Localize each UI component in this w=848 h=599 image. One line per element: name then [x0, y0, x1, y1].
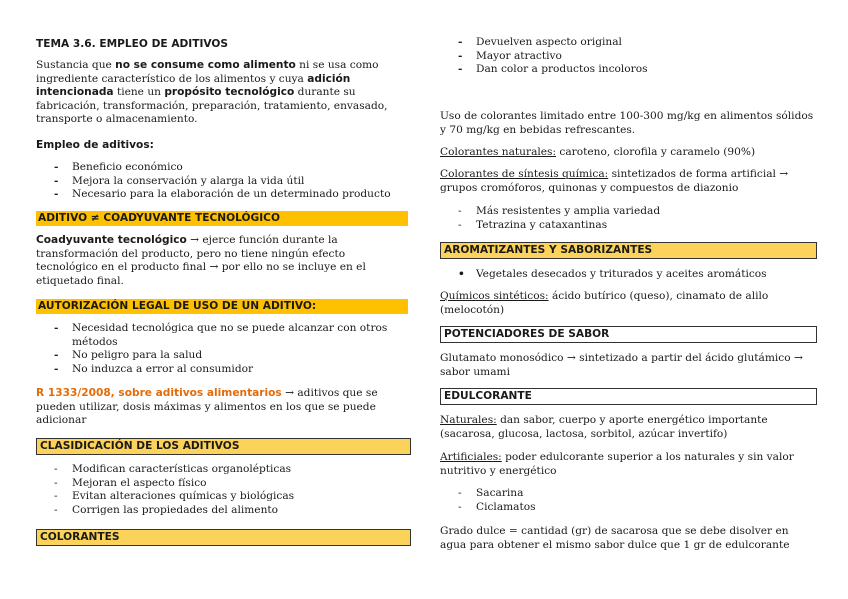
aromatizantes-heading: AROMATIZANTES Y SABORIZANTES	[440, 242, 817, 259]
clasificacion-heading: CLASIDICACIÓN DE LOS ADITIVOS	[36, 438, 411, 455]
aromatizantes-list	[440, 268, 816, 282]
coadyuvante-heading: ADITIVO ≠ COADYUVANTE TECNOLÓGICO	[36, 211, 408, 226]
page-title: TEMA 3.6. EMPLEO DE ADITIVOS	[36, 38, 229, 50]
colorantes-list	[440, 36, 816, 77]
list-item: - Necesario para la elaboración de un determinado producto	[36, 188, 408, 202]
list-item: - Beneficio económico	[36, 161, 408, 175]
list-item: - No peligro para la salud	[36, 349, 408, 363]
naturales-edulcorante-paragraph: Naturales: dan sabor, cuerpo y aporte energético importante (sacarosa, glucosa, lactosa, sorbitol, azúcar invertifo)	[440, 414, 768, 440]
list-item: - Mejora la conservación y alarga la vida útil	[36, 175, 408, 189]
list-item: - Necesidad tecnológica que no se puede alcanzar con otros métodos	[36, 322, 408, 349]
sintesis-list	[440, 205, 816, 232]
list-item: • Vegetales desecados y triturados y aceites aromáticos	[440, 268, 816, 282]
sintesis-paragraph: Colorantes de síntesis química: sintetizados de forma artificial → grupos cromóforos, quinonas y compuestos de diazonio	[440, 168, 789, 194]
uso-paragraph: Uso de colorantes limitado entre 100-300 mg/kg en alimentos sólidos y 70 mg/kg en bebidas refrescantes.	[440, 110, 814, 136]
list-item: - No induzca a error al consumidor	[36, 363, 408, 377]
naturales-paragraph: Colorantes naturales: caroteno, clorofila y caramelo (90%)	[440, 146, 756, 158]
autorizacion-heading: AUTORIZACIÓN LEGAL DE USO DE UN ADITIVO:	[36, 299, 408, 314]
list-item: - Corrigen las propiedades del alimento	[36, 504, 408, 518]
regulation-paragraph: R 1333/2008, sobre aditivos alimentarios → aditivos que se pueden utilizar, dosis máximas y alimentos en los que se puede adicionar	[36, 387, 378, 427]
list-item: - Tetrazina y cataxantinas	[440, 219, 816, 233]
list-item: - Mayor atractivo	[440, 50, 816, 64]
list-item: - Mejoran el aspecto físico	[36, 477, 408, 491]
list-item: - Ciclamatos	[440, 501, 816, 515]
quimicos-paragraph: Químicos sintéticos: ácido butírico (queso), cinamato de alilo (melocotón)	[440, 290, 769, 316]
intro-paragraph: Sustancia que no se consume como alimento ni se usa como ingrediente característico de los alimentos y cuya adición intencionada tiene un propósito tecnológico durante su fabricación, transformación, preparación, tratamiento, envasado, transporte o almacenamiento.	[36, 59, 388, 126]
autorizacion-list	[36, 322, 408, 376]
colorantes-heading: COLORANTES	[36, 529, 411, 546]
clasificacion-list	[36, 463, 408, 517]
coadyuvante-paragraph: Coadyuvante tecnológico → ejerce función durante la transformación del producto, pero no tiene ningún efecto tecnológico en el producto final → por ello no se incluye en el etiquetado final.	[36, 234, 366, 287]
list-item: - Dan color a productos incoloros	[440, 63, 816, 77]
empleo-heading: Empleo de aditivos:	[36, 139, 154, 151]
edulcorante-heading: EDULCORANTE	[440, 388, 817, 405]
empleo-list	[36, 161, 408, 202]
artificiales-paragraph: Artificiales: poder edulcorante superior a los naturales y sin valor nutritivo y energético	[440, 451, 794, 477]
list-item: - Evitan alteraciones químicas y biológicas	[36, 490, 408, 504]
list-item: - Más resistentes y amplia variedad	[440, 205, 816, 219]
list-item: - Devuelven aspecto original	[440, 36, 816, 50]
glutamato-paragraph: Glutamato monosódico → sintetizado a partir del ácido glutámico → sabor umami	[440, 352, 803, 378]
potenciadores-heading: POTENCIADORES DE SABOR	[440, 326, 817, 343]
grado-paragraph: Grado dulce = cantidad (gr) de sacarosa que se debe disolver en agua para obtener el mismo sabor dulce que 1 gr de edulcorante	[440, 525, 790, 551]
list-item: - Modifican características organolépticas	[36, 463, 408, 477]
artificiales-list	[440, 487, 816, 514]
list-item: - Sacarina	[440, 487, 816, 501]
